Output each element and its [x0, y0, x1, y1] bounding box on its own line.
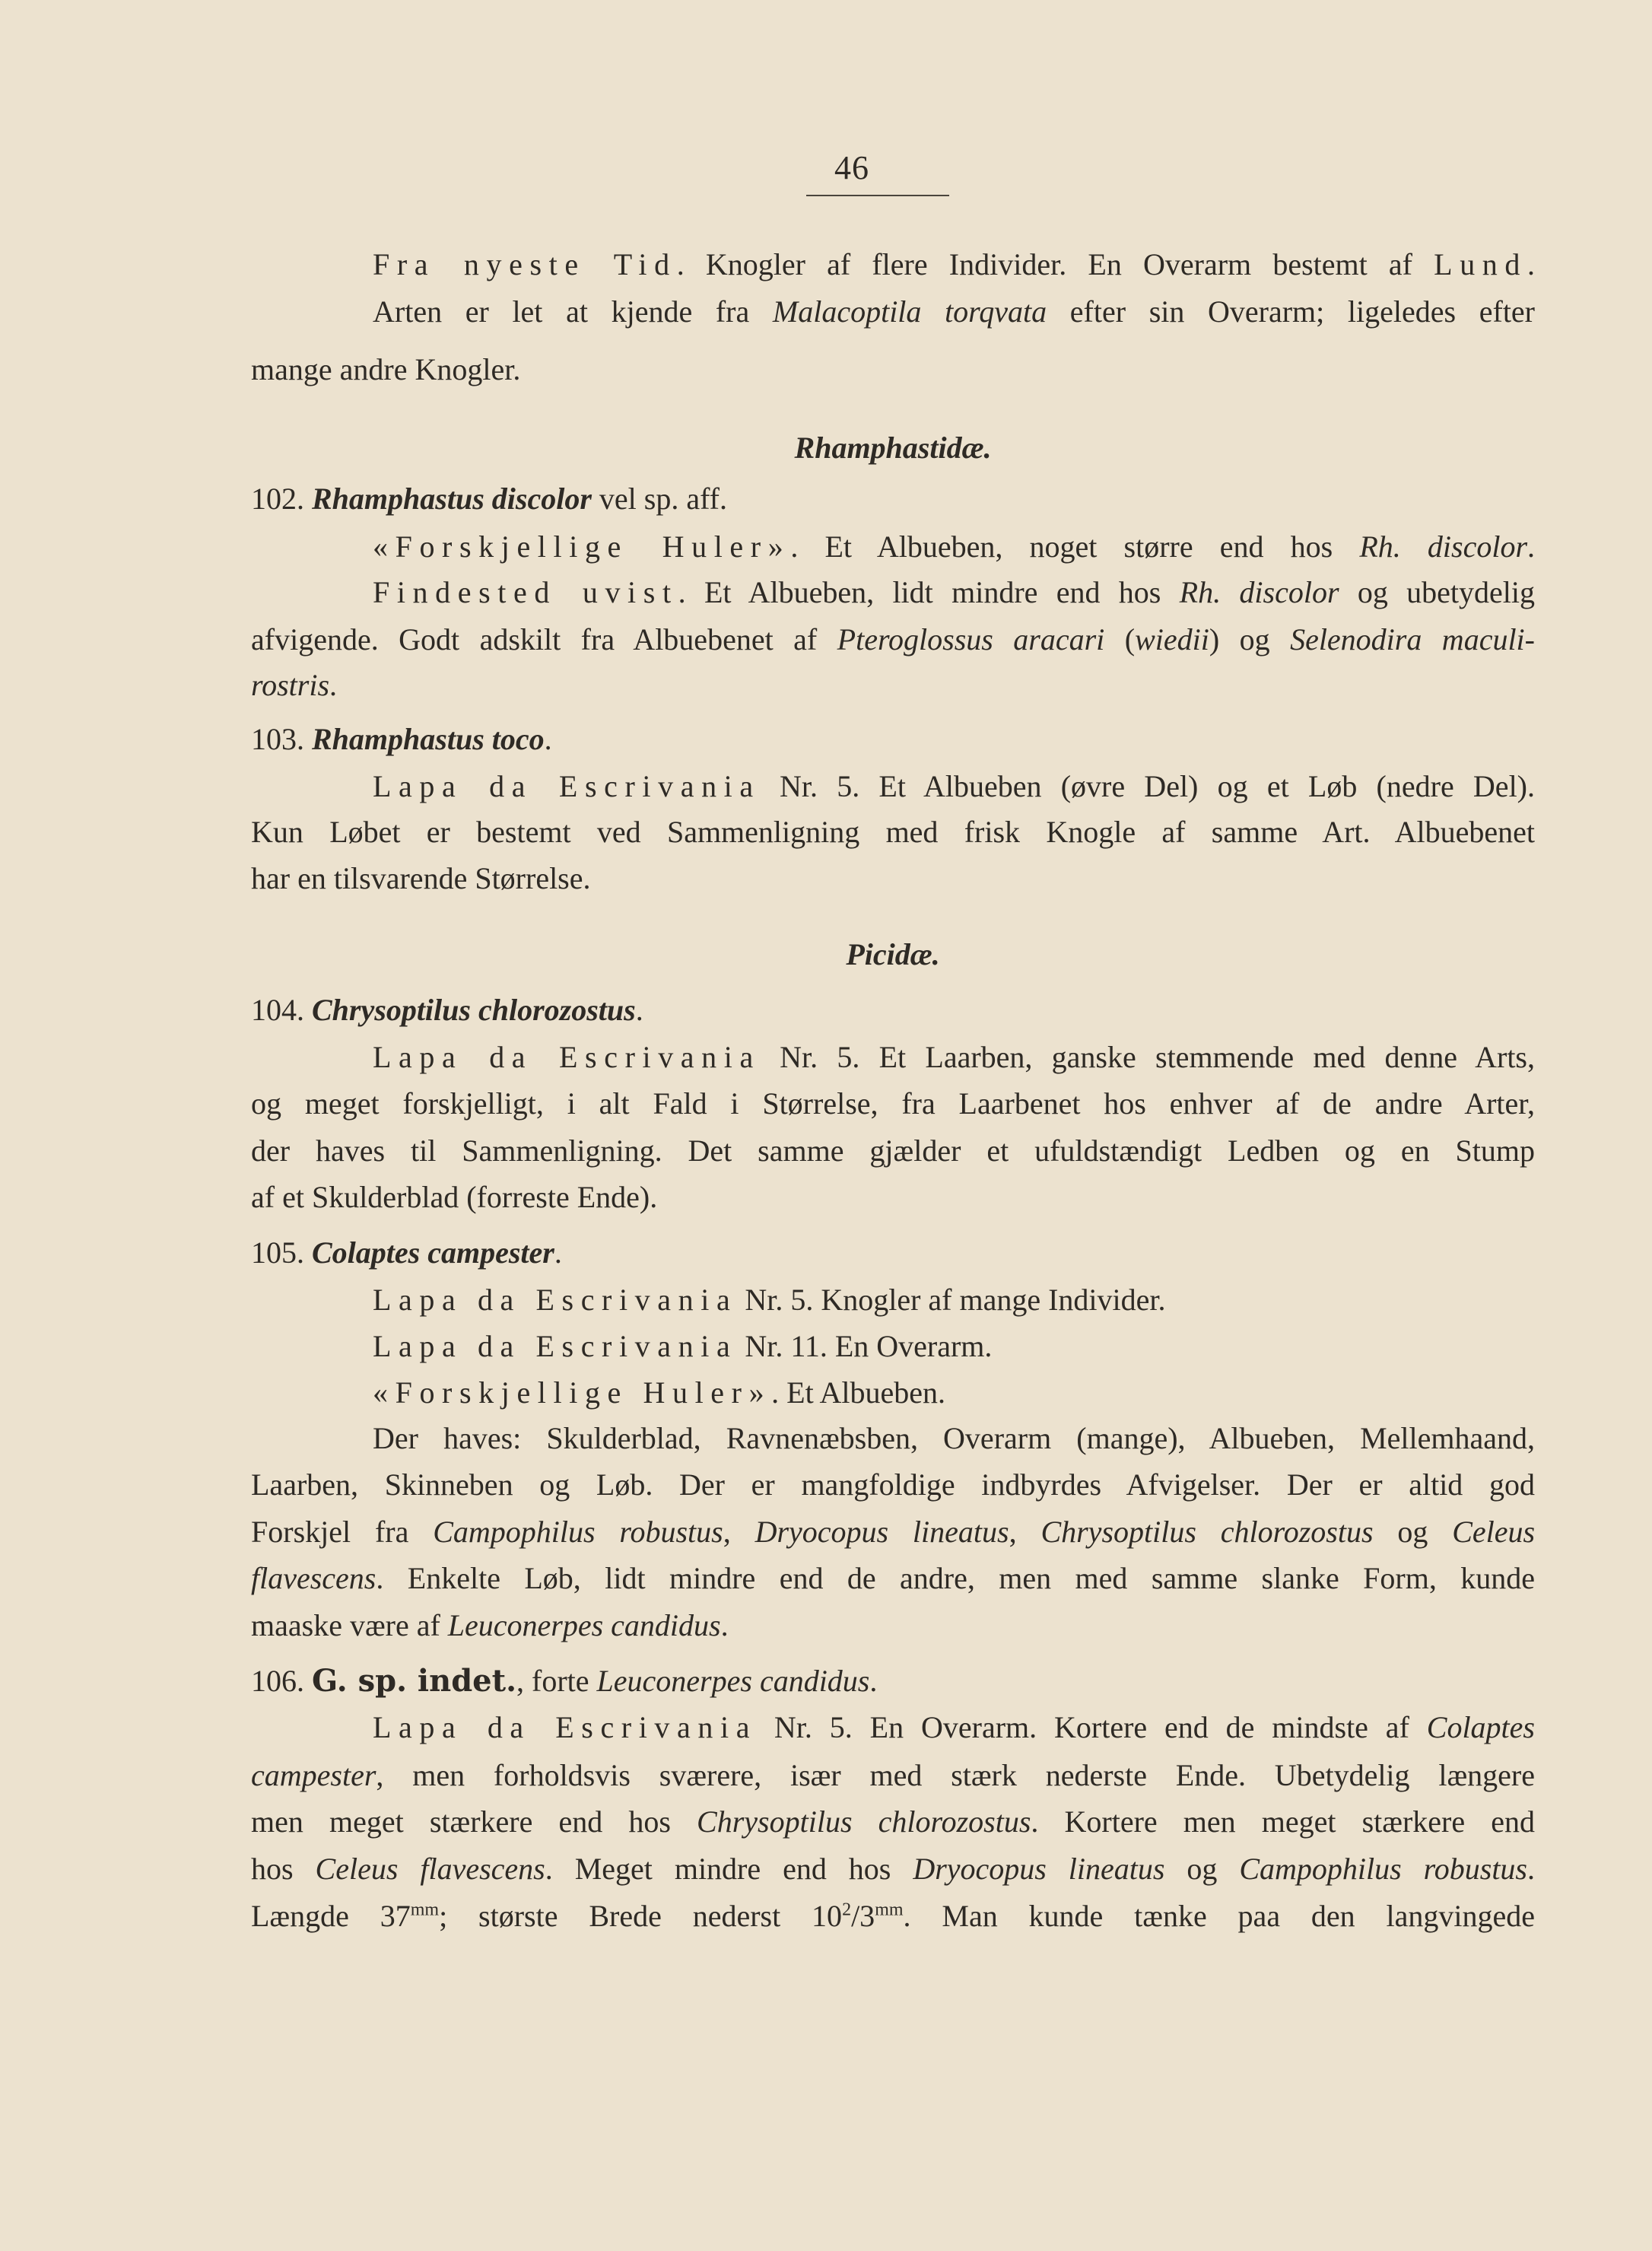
text-run: af et Skulderblad (forreste Ende). [251, 1180, 658, 1214]
text-run: . Meget mindre end hos [545, 1852, 913, 1886]
text-line [251, 1846, 1535, 1893]
text-run: Laarben, Skinneben og Løb. Der er mangfoldige indbyrdes Afvigelser. Der er altid god [251, 1467, 1535, 1502]
text-run: wiedii [1135, 622, 1209, 657]
text-line [373, 1369, 1535, 1416]
text-run: . Et Albueben, lidt mindre end hos [678, 575, 1180, 609]
text-run: Selenodira maculi- [1290, 622, 1535, 657]
family-heading [251, 424, 1535, 472]
species-heading [251, 987, 1535, 1034]
text-run: Chrysoptilus chlorozostus [1040, 1515, 1374, 1549]
text-run: Rhamphastidæ. [794, 431, 992, 465]
text-run: Findested uvist [373, 575, 678, 609]
text-run: og ubetydelig [1339, 575, 1535, 609]
text-run: Rh. discolor [1179, 575, 1339, 609]
text-line [251, 855, 1535, 902]
text-run: Lapa da Escrivania [373, 1283, 738, 1317]
text-run: Celeus flavescens [315, 1852, 545, 1886]
text-run: 104. [251, 993, 312, 1027]
text-run: Dryocopus lineatus [913, 1852, 1165, 1886]
text-line [251, 809, 1535, 856]
text-line [251, 1798, 1535, 1846]
text-run: Nr. 5. Et Albueben (øvre Del) og et Løb (nedre Del). [760, 769, 1535, 803]
text-line [251, 1602, 1535, 1649]
text-run: og meget forskjelligt, i alt Fald i Størrelse, fra Laarbenet hos enhver af de andre Arter, [251, 1086, 1535, 1121]
text-run: Rh. discolor [1359, 529, 1528, 564]
text-run: «Forskjellige Huler» [373, 529, 791, 564]
page-number: 46 [834, 149, 869, 186]
text-run: Forskjel fra [251, 1515, 434, 1549]
text-run: , [723, 1515, 755, 1549]
text-line [373, 288, 1535, 335]
text-run: Colaptes [1426, 1710, 1535, 1744]
text-run: afvigende. Godt adskilt fra Albuebenet af [251, 622, 837, 657]
text-run: . [329, 668, 338, 702]
text-run: , men forholdsvis sværere, især med stærk nederste Ende. Ubetydelig længere [376, 1758, 1535, 1792]
text-run: mm [410, 1900, 440, 1920]
species-heading [251, 716, 1535, 763]
text-run: Chrysoptilus chlorozostus [697, 1804, 1031, 1839]
text-line [373, 523, 1535, 571]
text-run: Campophilus robustus [433, 1515, 723, 1549]
text-run: Leuconerpes candidus [447, 1608, 721, 1642]
text-run: 2 [842, 1900, 852, 1920]
text-line [251, 1509, 1535, 1556]
text-line [373, 241, 1535, 288]
text-run: Nr. 5. Knogler af mange Individer. [737, 1283, 1166, 1317]
text-run: . [554, 1235, 562, 1270]
text-run: . [1527, 529, 1536, 564]
text-run: Celeus [1452, 1515, 1536, 1549]
text-run: efter sin Overarm; ligeledes efter [1047, 294, 1536, 329]
text-line [373, 1415, 1535, 1462]
text-run: ; største Brede nederst 10 [439, 1899, 843, 1933]
text-line [373, 1323, 1535, 1370]
text-run: Campophilus robustus [1239, 1852, 1527, 1886]
page-number-rule [806, 195, 949, 196]
text-run: flavescens [251, 1561, 376, 1595]
text-line [373, 763, 1535, 810]
text-run: . Knogler af flere Individer. En Overarm bestemt af [676, 247, 1434, 281]
text-run: Leuconerpes candidus [596, 1664, 870, 1698]
text-line [373, 1277, 1535, 1324]
text-run: Lapa da Escrivania [373, 1329, 738, 1363]
text-line [373, 1704, 1535, 1751]
text-run: der haves til Sammenligning. Det samme gjælder et ufuldstændigt Ledben og en Stump [251, 1133, 1535, 1168]
text-run: Colaptes campester [312, 1235, 554, 1270]
text-run: . [1527, 247, 1535, 281]
text-line [251, 1752, 1535, 1799]
text-run: men meget stærkere end hos [251, 1804, 697, 1839]
text-line [251, 346, 1535, 393]
text-run: G. sp. indet. [312, 1663, 517, 1699]
text-run: hos [251, 1852, 316, 1886]
text-line [373, 1034, 1535, 1081]
text-run: Chrysoptilus chlorozostus [312, 993, 636, 1027]
text-run: Lund [1434, 247, 1527, 281]
text-run: . [869, 1664, 878, 1698]
text-run: . [720, 1608, 729, 1642]
text-line [251, 1080, 1535, 1127]
text-line [251, 1555, 1535, 1602]
text-run: mm [875, 1900, 904, 1920]
species-heading [251, 1229, 1535, 1277]
text-run: Arten er let at kjende fra [373, 294, 773, 329]
text-run: og [1373, 1515, 1453, 1549]
family-heading [251, 931, 1535, 978]
text-run: rostris [251, 668, 330, 702]
text-run: /3 [851, 1899, 875, 1933]
text-run: 102. [251, 482, 312, 516]
text-run: , forte [516, 1664, 597, 1698]
text-run: , [1009, 1515, 1041, 1549]
text-run: Lapa da Escrivania [373, 1710, 758, 1744]
text-run: Kun Løbet er bestemt ved Sammenligning med frisk Knogle af samme Art. Albuebenet [251, 815, 1535, 849]
text-run: Længde 37 [251, 1899, 411, 1933]
text-run: vel sp. aff. [591, 482, 727, 516]
text-line [251, 1893, 1535, 1940]
text-run: Lapa da Escrivania [373, 1040, 761, 1074]
text-run: ( [1104, 622, 1136, 657]
text-run: Lapa da Escrivania [373, 769, 761, 803]
text-run: og [1164, 1852, 1240, 1886]
text-run: ) og [1209, 622, 1291, 657]
text-run: 103. [251, 722, 312, 756]
text-line [251, 662, 1535, 709]
text-run: . Et Albueben, noget større end hos [790, 529, 1360, 564]
text-line [373, 569, 1535, 616]
text-run: maaske være af [251, 1608, 448, 1642]
text-run: . Enkelte Løb, lidt mindre end de andre, men med samme slanke Form, kunde [376, 1561, 1535, 1595]
text-line [251, 1127, 1535, 1175]
text-run: Malacoptila torqvata [772, 294, 1047, 329]
text-run: Nr. 5. Et Laarben, ganske stemmende med denne Arts, [760, 1040, 1536, 1074]
text-run: Rhamphastus toco [312, 722, 545, 756]
text-run: har en tilsvarende Størrelse. [251, 861, 591, 895]
text-run: Der haves: Skulderblad, Ravnenæbsben, Overarm (mange), Albueben, Mellemhaand, [373, 1421, 1535, 1455]
text-run: . [1527, 1852, 1535, 1886]
text-run: . [544, 722, 552, 756]
text-run: Nr. 5. En Overarm. Kortere end de mindste af [757, 1710, 1427, 1744]
text-line [251, 1461, 1535, 1509]
text-run: 105. [251, 1235, 312, 1270]
text-run: mange andre Knogler. [251, 352, 521, 386]
text-run: Picidæ. [846, 937, 940, 971]
species-heading [251, 475, 1535, 523]
text-run: Dryocopus lineatus [755, 1515, 1009, 1549]
text-line [251, 1174, 1535, 1221]
text-run: . [635, 993, 643, 1027]
text-run: . Man kunde tænke paa den langvingede [903, 1899, 1536, 1933]
species-heading [251, 1658, 1535, 1705]
text-run: 106. [251, 1664, 312, 1698]
text-run: Rhamphastus discolor [312, 482, 592, 516]
text-run: campester [251, 1758, 376, 1792]
text-run: «Forskjellige Huler» [373, 1375, 772, 1410]
text-run: . Et Albueben. [771, 1375, 946, 1410]
text-run: . Kortere men meget stærkere end [1031, 1804, 1535, 1839]
text-line [251, 616, 1535, 663]
text-run: Pteroglossus aracari [837, 622, 1105, 657]
text-run: Nr. 11. En Overarm. [737, 1329, 993, 1363]
text-run: Fra nyeste Tid [373, 247, 677, 281]
